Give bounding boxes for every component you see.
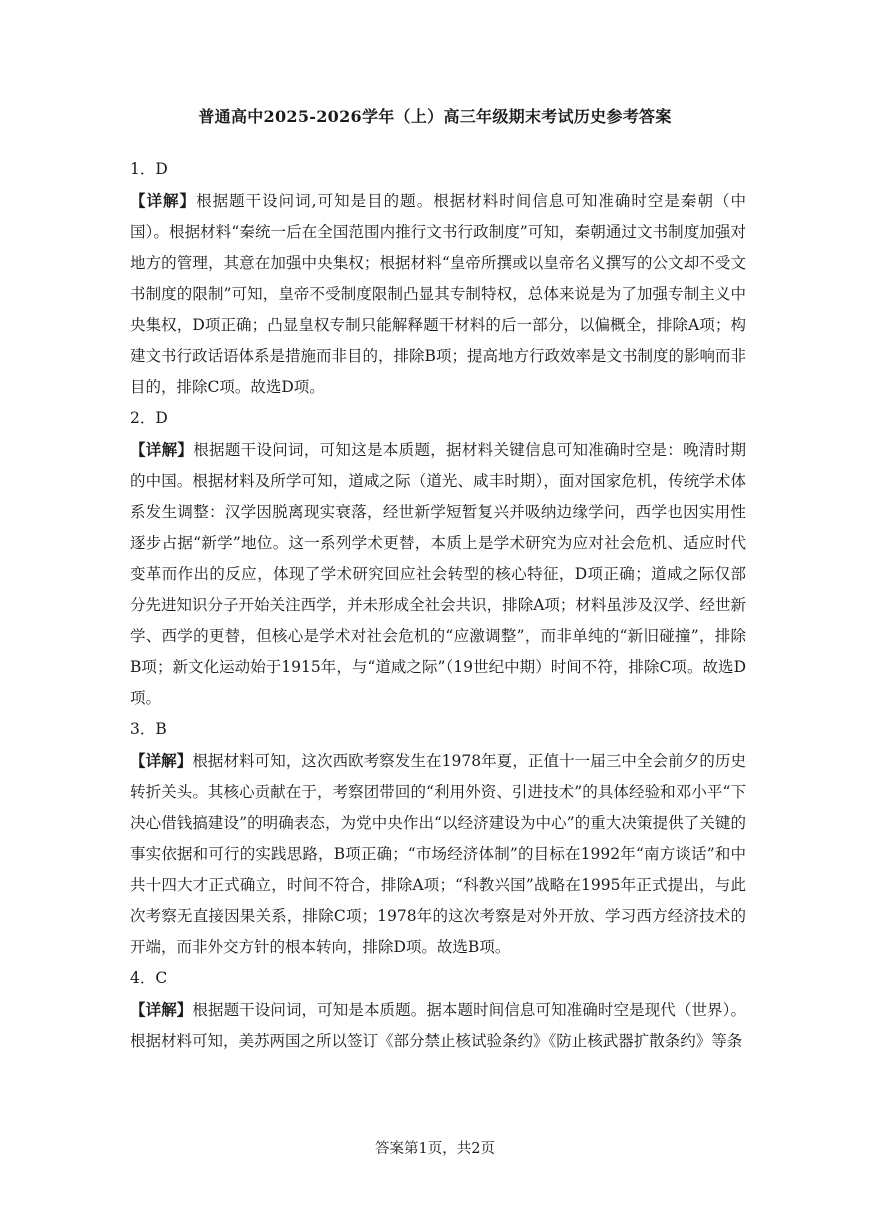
detail-tag: 【详解】	[130, 751, 193, 770]
question-3-detail	[130, 745, 746, 963]
detail-tag: 【详解】	[130, 440, 194, 459]
question-1-answer: 1．D	[130, 160, 168, 178]
page-footer: 答案第1页，共2页	[375, 1141, 495, 1157]
answer-list	[130, 154, 746, 1057]
detail-tag: 【详解】	[130, 1000, 193, 1019]
question-3	[130, 714, 746, 963]
detail-tag: 【详解】	[130, 191, 197, 210]
question-4-answer: 4．C	[130, 969, 168, 987]
question-1	[130, 154, 746, 403]
question-2-detail-text: 根据题干设问词，可知这是本质题，据材料关键信息可知准确时空是：晚清时期的中国。根据材料及所学可知，道咸之际（道光、咸丰时期），面对国家危机，传统学术体系发生调整：汉学因脱离现实衰落，经世新学短暂复兴并吸纳边缘学问，西学也因实用性逐步占据“新学”地位。这一系列学术更替，本质上是学术研究为应对社会危机、适应时代变革而作出的反应，体现了学术研究回应社会转型的核心特征，D项正确；道咸之际仅部分先进知识分子开始关注西学，并未形成全社会共识，排除A项；材料虽涉及汉学、经世新学、西学的更替，但核心是学术对社会危机的“应激调整”，而非单纯的“新旧碰撞”，排除B项；新文化运动始于1915年，与“道咸之际”（19世纪中期）时间不符，排除C项。故选D项。	[130, 441, 746, 707]
question-3-answer: 3．B	[130, 720, 167, 738]
page-title: 普通高中2025-2026学年（上）高三年级期末考试历史参考答案	[198, 107, 672, 126]
question-1-detail-text: 根据题干设问词,可知是目的题。根据材料时间信息可知准确时空是秦朝（中国）。根据材料“秦统一后在全国范围内推行文书行政制度”可知，秦朝通过文书制度加强对地方的管理，其意在加强中央集权；根据材料“皇帝所撰或以皇帝名义撰写的公文却不受文书制度的限制”可知，皇帝不受制度限制凸显其专制特权，总体来说是为了加强专制主义中央集权，D项正确；凸显皇权专制只能解释题干材料的后一部分，以偏概全，排除A项；构建文书行政话语体系是措施而非目的，排除B项；提高地方行政效率是文书制度的影响而非目的，排除C项。故选D项。	[130, 192, 746, 396]
question-2-answer: 2．D	[130, 409, 168, 427]
question-3-detail-text: 根据材料可知，这次西欧考察发生在1978年夏，正值十一届三中全会前夕的历史转折关头。其核心贡献在于，考察团带回的“利用外资、引进技术”的具体经验和邓小平“下决心借钱搞建设”的明确表态，为党中央作出“以经济建设为中心”的重大决策提供了关键的事实依据和可行的实践思路，B项正确；“市场经济体制”的目标在1992年“南方谈话”和中共十四大才正式确立，时间不符合，排除A项；“科教兴国”战略在1995年正式提出，与此次考察无直接因果关系，排除C项；1978年的这次考察是对外开放、学习西方经济技术的开端，而非外交方针的根本转向，排除D项。故选B项。	[130, 752, 746, 956]
question-4-detail-text: 根据题干设问词，可知是本质题。据本题时间信息可知准确时空是现代（世界）。根据材料可知，美苏两国之所以签订《部分禁止核试验条约》《防止核武器扩散条约》等条	[130, 1001, 746, 1050]
question-2-detail	[130, 434, 746, 714]
question-4	[130, 963, 746, 1057]
question-2	[130, 403, 746, 714]
question-4-detail	[130, 994, 746, 1057]
question-1-detail	[130, 185, 746, 403]
